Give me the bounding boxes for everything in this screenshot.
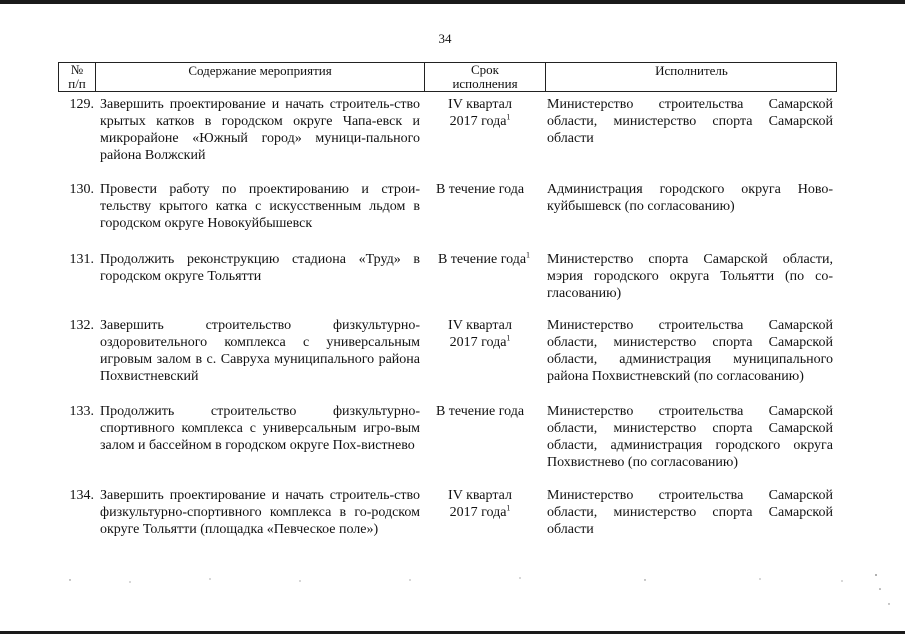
row-executor: Министерство строительства Самарской области, министерство спорта Самарской области, администрация городского округа Похвистнево (по согласованию) <box>547 404 833 470</box>
row-content: Продолжить реконструкцию стадиона «Труд» в городском округе Тольятти <box>100 252 420 284</box>
row-executor: Министерство спорта Самарской области, мэрия городского округа Тольятти (по со-гласованию) <box>547 252 833 301</box>
page-number: 34 <box>438 31 452 46</box>
row-number: 129. <box>69 97 94 112</box>
row-number: 132. <box>69 318 94 333</box>
header-term: Срок исполнения <box>452 62 518 91</box>
row-term: В течение года <box>435 404 525 419</box>
footnote-mark: 1 <box>526 250 531 260</box>
row-content: Провести работу по проектированию и строи-тельству крытого катка с искусственным льдом в городском округе Новокуйбышевск <box>100 182 420 231</box>
footnote-mark: 1 <box>506 503 511 513</box>
row-term: IV квартал 2017 года$^1$ <box>448 97 512 129</box>
row-number: 134. <box>69 488 94 503</box>
row-term: IV квартал 2017 года$^1$ <box>448 318 512 350</box>
row-number: 133. <box>69 404 94 419</box>
footnote-mark: 1 <box>506 112 511 122</box>
row-term: В течение года <box>435 182 525 197</box>
row-executor: Министерство строительства Самарской области, министерство спорта Самарской области <box>547 97 833 146</box>
row-content: Завершить строительство физкультурно-оздоровительного комплекса с универсальным игровым залом в с. Савруха муниципального района Похвистневский <box>100 318 420 384</box>
top-border <box>0 0 905 4</box>
row-content: Продолжить строительство физкультурно-спортивного комплекса с универсальным игро-вым залом и бассейном в городском округе Пох-вистнево <box>100 404 420 453</box>
row-executor: Министерство строительства Самарской области, министерство спорта Самарской области <box>547 488 833 537</box>
bottom-border <box>0 631 905 634</box>
row-executor: Министерство строительства Самарской области, министерство спорта Самарской области, администрация муниципального района Похвистневский (по согласованию) <box>547 318 833 384</box>
row-content: Завершить проектирование и начать строитель-ство физкультурно-спортивного комплекса в го-родском округе Тольятти (площадка «Певческое поле») <box>100 488 420 537</box>
header-num: № п/п <box>68 62 86 91</box>
row-number: 131. <box>69 252 94 267</box>
header-content: Содержание мероприятия <box>188 63 332 78</box>
row-content: Завершить проектирование и начать строитель-ство крытых катков в городском округе Чапа-евск и микрорайоне «Южный город» муници-пального района Волжский <box>100 97 420 163</box>
header-executor: Исполнитель <box>655 63 728 78</box>
row-term: В течение года$^1$ <box>437 250 531 267</box>
footnote-mark: 1 <box>506 333 511 343</box>
row-executor: Администрация городского округа Ново-куйбышевск (по согласованию) <box>547 182 833 214</box>
row-number: 130. <box>69 182 94 197</box>
row-term: IV квартал 2017 года$^1$ <box>448 488 512 520</box>
table-header <box>58 62 837 92</box>
